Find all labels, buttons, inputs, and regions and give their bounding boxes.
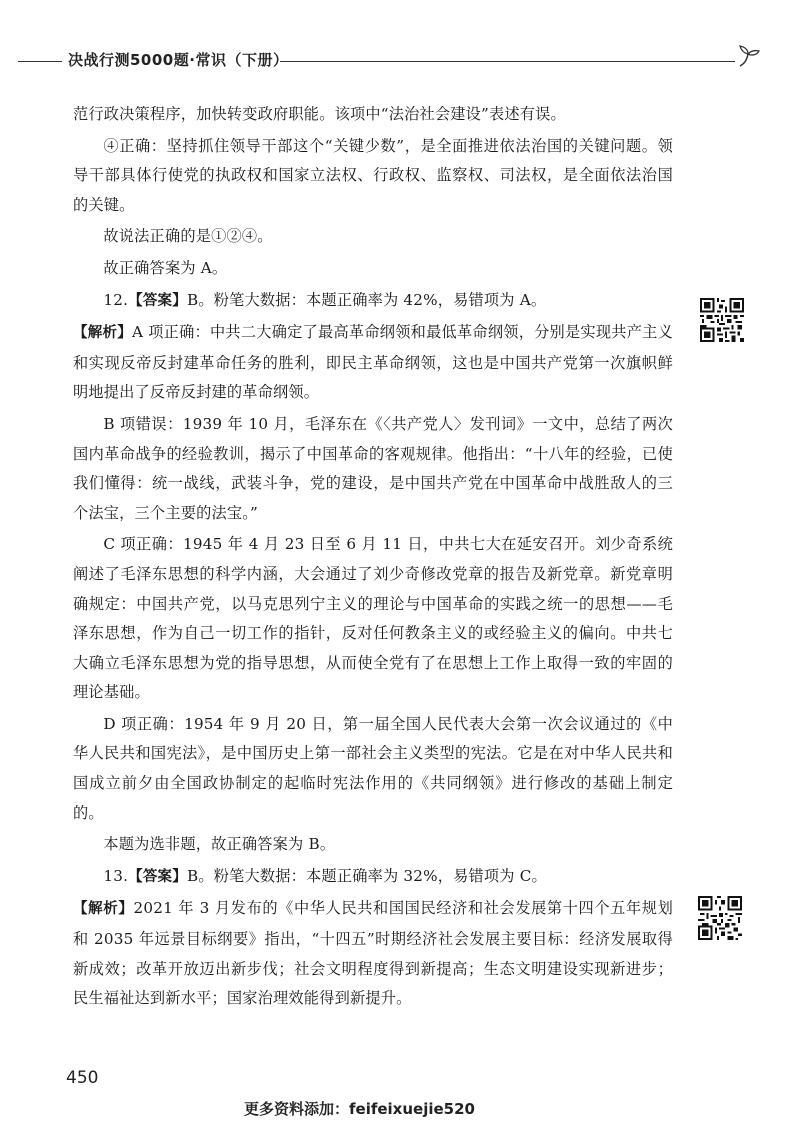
analysis-label: 【解析】 (73, 901, 134, 918)
book-title: 决战行测5000题·常识（下册） (68, 51, 289, 69)
paragraph: C 项正确：1945 年 4 月 23 日至 6 月 11 日，中共七大在延安召开。刘少奇系统阐述了毛泽东思想的科学内涵，大会通过了刘少奇修改党章的报告及新党章。新党章明确规定：中国共产党，以马克思列宁主义的理论与中国革命的实践之统一的思想——毛泽东思想，作为自己一切工作的指针，反对任何教条主义的或经验主义的偏向。中共七大确立毛泽东思想为党的指导思想，从而使全党有了在思想上工作上取得一致的牢固的理论基础。 (73, 535, 673, 702)
qr-code-12[interactable] (700, 298, 744, 342)
paragraph: 范行政决策程序，加快转变政府职能。该项中“法治社会建设”表述有误。 (73, 105, 566, 123)
analysis-12: 【解析】A 项正确：中共二大确定了最高革命纲领和最低革命纲领，分别是实现共产主义和实现反帝反封建革命任务的胜利，即民主革命纲领，这也是中国共产党第一次旗帜鲜明地提出了反帝反封建的革命纲领。 (73, 323, 673, 402)
answer-12: 12.【答案】B。粉笔大数据：本题正确率为 42%，易错项为 A。 (103, 290, 547, 309)
paragraph: 故说法正确的是①②④。 (103, 227, 273, 246)
page-number: 450 (66, 1068, 99, 1088)
running-header (18, 44, 778, 74)
paragraph: D 项正确：1954 年 9 月 20 日，第一届全国人民代表大会第一次会议通过的《中华人民共和国宪法》，是中国历史上第一部社会主义类型的宪法。它是在对中华人民共和国成立前夕由全国政协制定的起临时宪法作用的《共同纲领》进行修改的基础上制定的。 (73, 714, 673, 822)
paragraph: 故正确答案为 A。 (103, 258, 228, 277)
sprout-icon (736, 44, 762, 70)
footer-note: 更多资料添加：feifeixuejie520 (244, 1100, 475, 1118)
paragraph: B 项错误：1939 年 10 月，毛泽东在《〈共产党人〉发刊词》一文中，总结了两次国内革命战争的经验教训，揭示了中国革命的客观规律。他指出：“十八年的经验，已使我们懂得：统一战线，武装斗争，党的建设，是中国共产党在中国革命中战胜敌人的三个法宝，三个主要的法宝。” (73, 414, 673, 522)
header-rule-left (18, 61, 62, 62)
answer-label: 【答案】 (128, 292, 187, 309)
body-text (73, 100, 673, 1014)
paragraph: ④正确：坚持抓住领导干部这个“关键少数”，是全面推进依法治国的关键问题。领导干部具体行使党的执政权和国家立法权、行政权、监察权、司法权，是全面依法治国的关键。 (73, 136, 673, 214)
answer-label: 【答案】 (128, 868, 187, 885)
paragraph: 本题为选非题，故正确答案为 B。 (103, 835, 336, 854)
qr-code-13[interactable] (698, 896, 742, 940)
header-rule-right (280, 61, 735, 62)
analysis-label: 【解析】 (73, 325, 132, 342)
analysis-13: 【解析】2021 年 3 月发布的《中华人民共和国国民经济和社会发展第十四个五年规划和 2035 年远景目标纲要》指出，“十四五”时期经济社会发展主要目标：经济发展取得新成效；改革开放迈出新步伐；社会文明程度得到新提高；生态文明建设实现新进步；民生福祉达到新水平；国家治理效能得到新提升。 (73, 899, 673, 1008)
answer-13: 13.【答案】B。粉笔大数据：本题正确率为 32%，易错项为 C。 (103, 866, 547, 885)
